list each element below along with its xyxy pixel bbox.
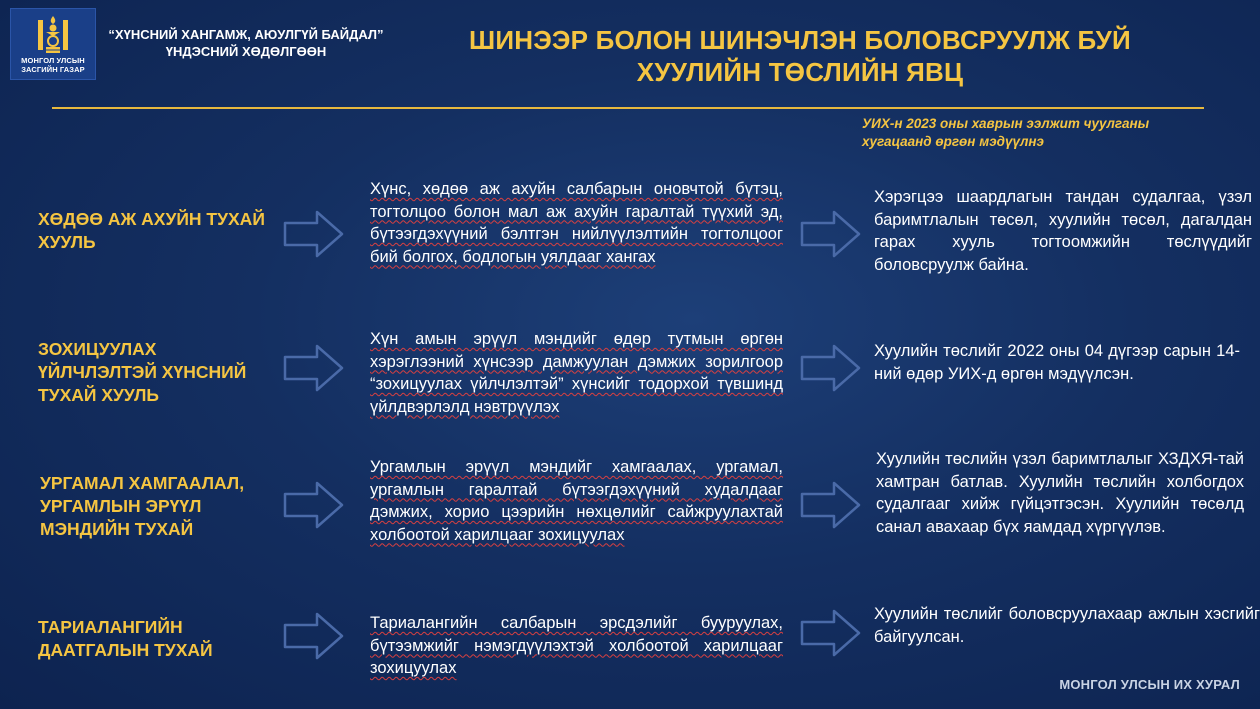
law-description-agriculture bbox=[370, 178, 783, 268]
law-title-plant-protection bbox=[40, 472, 300, 541]
government-logo bbox=[10, 8, 96, 80]
law-title-line: ҮЙЛЧЛЭЛТЭЙ ХҮНСНИЙ bbox=[38, 362, 247, 382]
law-title-line: ХӨДӨӨ АЖ АХУЙН ТУХАЙ bbox=[38, 209, 265, 229]
arrow-right-icon bbox=[800, 343, 862, 393]
subnote-line-2: хугацаанд өргөн мэдүүлнэ bbox=[862, 134, 1045, 149]
title-line-1: ШИНЭЭР БОЛОН ШИНЭЧЛЭН БОЛОВСРУУЛЖ БУЙ bbox=[469, 25, 1131, 55]
arrow-right-icon bbox=[283, 343, 345, 393]
law-title-line: УРГАМАЛ ХАМГААЛАЛ, bbox=[40, 473, 245, 493]
law-status-fortified-food: Хуулийн төслийг 2022 оны 04 дүгээр сарын 14-ний өдөр УИХ-д өргөн мэдүүлсэн. bbox=[874, 342, 1240, 383]
title-line-2: ХУУЛИЙН ТӨСЛИЙН ЯВЦ bbox=[636, 57, 964, 87]
law-status-crop-insurance: Хуулийн төслийг боловсруулахаар ажлын хэсгийг байгуулсан. bbox=[874, 605, 1260, 646]
description-text: Хүнс, хөдөө аж ахуйн салбарын оновчтой бүтэц, тогтолцоо болон мал аж ахуйн гаралтай түүхий эд, бүтээгдэхүүний бэлтгэн нийлүүлэлтийн тогтолцоог бий болгох, бодлогын уялдааг хангах bbox=[370, 180, 783, 266]
law-title-crop-insurance bbox=[38, 616, 298, 662]
law-title-fortified-food bbox=[38, 338, 298, 407]
arrow-right-icon bbox=[800, 209, 862, 259]
law-description-plant-protection bbox=[370, 456, 783, 546]
arrow-right-icon bbox=[800, 480, 862, 530]
arrow-right-icon bbox=[800, 608, 862, 658]
subnote-line-1: УИХ-н 2023 оны хаврын ээлжит чуулганы bbox=[862, 116, 1150, 131]
law-title-line: ДААТГАЛЫН ТУХАЙ bbox=[38, 640, 213, 660]
soyombo-emblem-icon bbox=[36, 14, 70, 54]
arrow-right-icon bbox=[283, 209, 345, 259]
title-divider bbox=[52, 107, 1204, 109]
law-status-plant-protection: Хуулийн төслийн үзэл баримтлалыг ХЗДХЯ-тай хамтран батлав. Хуулийн төслийн холбогдох судалгааг хийж гүйцэтгэсэн. Хуулийн төсөлд санал авахаар бүх яамдад хүргүүлэв. bbox=[876, 450, 1244, 536]
footer-parliament: МОНГОЛ УЛСЫН ИХ ХУРАЛ bbox=[1059, 677, 1240, 692]
page-title bbox=[430, 24, 1170, 88]
description-text: Хүн амын эрүүл мэндийг өдөр тутмын өргөн хэрэглээний хүнсээр дамжуулан дэмжих зорилгоор “зохицуулах үйлчлэлтэй” хүнсийг тодорхой түвшинд үйлдвэрлэлд нэвтрүүлэх bbox=[370, 330, 783, 416]
logo-caption bbox=[21, 56, 85, 74]
law-title-line: ЗОХИЦУУЛАХ bbox=[38, 339, 157, 359]
description-text: Ургамлын эрүүл мэндийг хамгаалах, ургамал, ургамлын гаралтай бүтээгдэхүүний худалдааг дэмжих, хорио цээрийн нөхцөлийг сайжруулахтай холбоотой харилцааг зохицуулах bbox=[370, 458, 783, 544]
arrow-right-icon bbox=[283, 611, 345, 661]
law-title-line: ТУХАЙ ХУУЛЬ bbox=[38, 385, 159, 405]
description-text: Тариалангийн салбарын эрсдэлийг бууруулах, бүтээмжийг нэмэгдүүлэхтэй холбоотой харилцааг зохицуулах bbox=[370, 614, 783, 677]
movement-line-1: “ХҮНСНИЙ ХАНГАМЖ, АЮУЛГҮЙ БАЙДАЛ” bbox=[108, 27, 384, 42]
law-title-agriculture bbox=[38, 208, 298, 254]
submission-note bbox=[862, 115, 1222, 151]
law-description-crop-insurance bbox=[370, 612, 783, 680]
law-status-agriculture: Хэрэгцээ шаардлагын тандан судалгаа, үзэл баримтлалын төсөл, хуулийн төсөл, дагалдан гарах хууль тогтоомжийн төслүүдийг боловсруулж байна. bbox=[874, 188, 1252, 274]
law-description-fortified-food bbox=[370, 328, 783, 418]
law-title-line: ТАРИАЛАНГИЙН bbox=[38, 617, 183, 637]
movement-header bbox=[96, 26, 396, 60]
law-title-line: МЭНДИЙН ТУХАЙ bbox=[40, 519, 194, 539]
law-title-line: ХУУЛЬ bbox=[38, 232, 96, 252]
law-title-line: УРГАМЛЫН ЭРҮҮЛ bbox=[40, 496, 202, 516]
arrow-right-icon bbox=[283, 480, 345, 530]
logo-line-1: МОНГОЛ УЛСЫН bbox=[21, 56, 85, 65]
movement-line-2: ҮНДЭСНИЙ ХӨДӨЛГӨӨН bbox=[165, 44, 327, 59]
logo-line-2: ЗАСГИЙН ГАЗАР bbox=[21, 65, 85, 74]
